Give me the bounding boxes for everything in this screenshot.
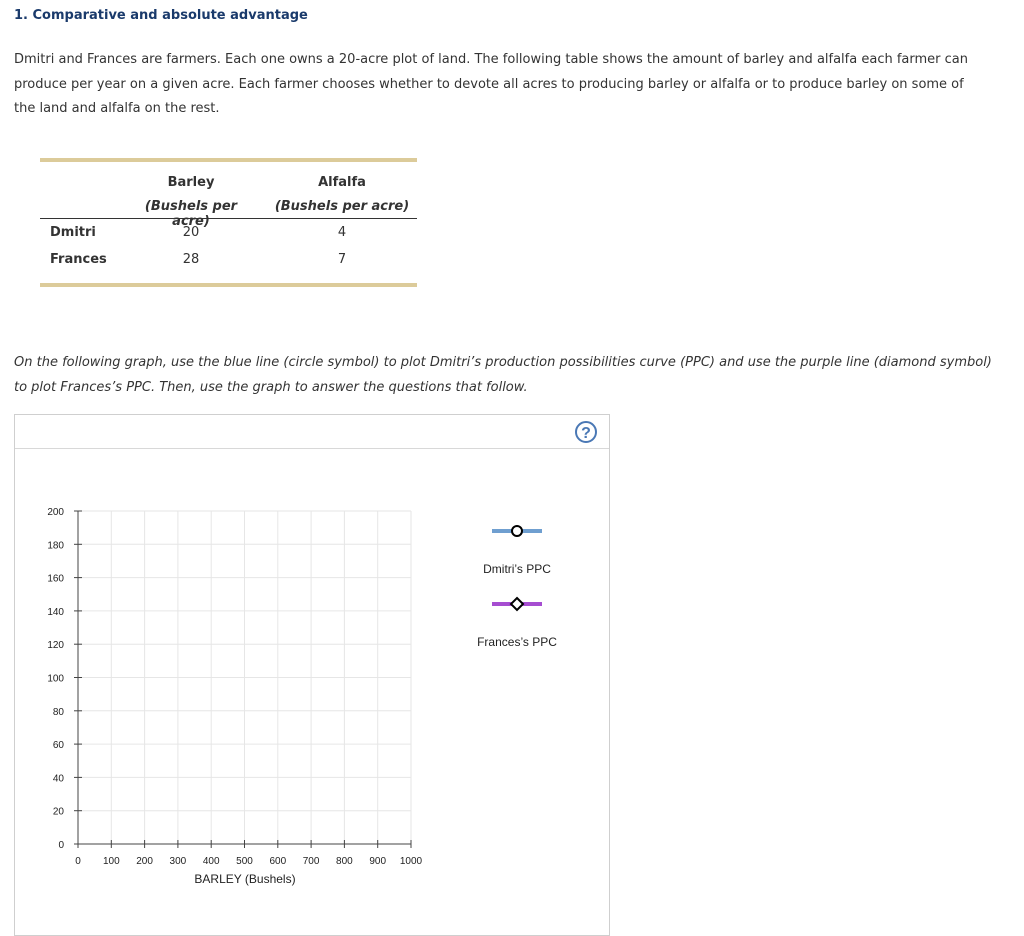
help-button[interactable]: ?	[575, 421, 597, 443]
header-barley: Barley	[167, 175, 215, 190]
diamond-icon	[511, 598, 523, 610]
table-row	[40, 219, 417, 246]
row-alfalfa: 7	[337, 252, 347, 267]
y-tick-label: 20	[52, 806, 64, 818]
x-tick-label: 700	[302, 856, 320, 867]
ppc-chart[interactable]	[15, 415, 609, 910]
y-tick-label: 60	[52, 740, 64, 752]
header-barley-unit: (Bushels per acre)	[144, 199, 238, 229]
y-tick-label: 140	[47, 606, 64, 618]
question-intro: Dmitri and Frances are farmers. Each one owns a 20-acre plot of land. The following table shows the amount of barley and alfalfa each farmer can produce per year on a given acre. Each farmer chooses whether to devote all acres to producing barley or alfalfa or to produce barley on some of the land and alfalfa on the rest.	[14, 52, 968, 116]
x-tick-label: 800	[336, 856, 353, 867]
graph-instruction: On the following graph, use the blue line (circle symbol) to plot Dmitri’s production possibilities curve (PPC) and use the purple line (diamond symbol) to plot Frances’s PPC. Then, use the graph to answer the questions that follow.	[14, 355, 992, 395]
graph-panel	[14, 414, 610, 936]
legend-frances-tool[interactable]	[492, 598, 542, 610]
legend-frances-label: Frances’s PPC	[477, 635, 557, 649]
legend-dmitri-label: Dmitri’s PPC	[483, 562, 551, 576]
x-axis-label: BARLEY (Bushels)	[194, 872, 296, 886]
x-tick-label: 400	[202, 856, 220, 867]
legend-dmitri-tool[interactable]	[492, 526, 542, 536]
x-tick-label: 1000	[399, 856, 423, 867]
row-name: Dmitri	[50, 225, 96, 240]
x-tick-label: 0	[75, 856, 81, 867]
y-tick-label: 180	[47, 540, 64, 552]
table-row	[40, 246, 417, 273]
row-barley: 28	[182, 252, 200, 267]
row-barley: 20	[182, 225, 200, 240]
circle-icon	[512, 526, 522, 536]
y-tick-label: 120	[47, 640, 64, 652]
x-tick-label: 200	[136, 856, 153, 867]
row-alfalfa: 4	[337, 225, 347, 240]
table-header	[40, 162, 417, 229]
header-alfalfa-unit: (Bushels per acre)	[274, 199, 410, 214]
table-bottom-bar	[40, 283, 417, 287]
x-tick-label: 300	[169, 856, 187, 867]
row-name: Frances	[50, 252, 107, 267]
y-tick-label: 40	[52, 773, 64, 785]
y-tick-label: 160	[47, 573, 64, 585]
x-tick-label: 900	[369, 856, 387, 867]
y-tick-label: 200	[47, 507, 64, 518]
x-tick-label: 500	[236, 856, 253, 867]
x-tick-label: 600	[269, 856, 287, 867]
x-tick-label: 100	[102, 856, 120, 867]
production-table	[40, 158, 417, 287]
y-tick-label: 0	[58, 840, 64, 851]
y-tick-label: 80	[52, 706, 64, 718]
header-alfalfa: Alfalfa	[318, 175, 366, 190]
question-title: 1. Comparative and absolute advantage	[14, 8, 308, 23]
y-tick-label: 100	[47, 673, 64, 685]
